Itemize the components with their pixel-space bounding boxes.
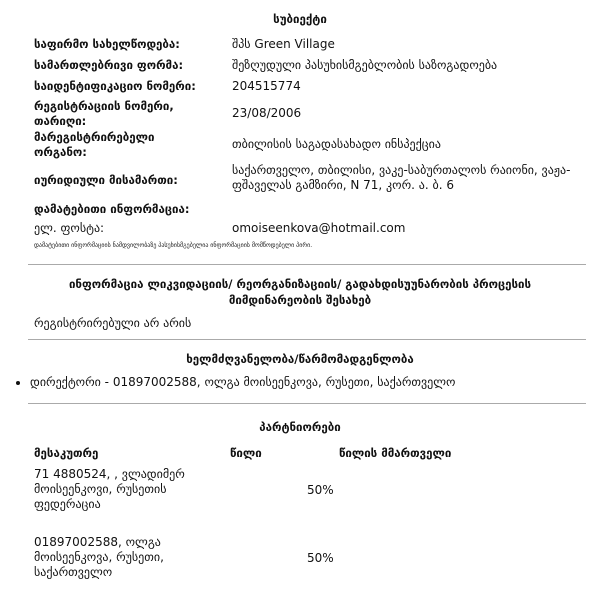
label-company-name: საფირმო სახელწოდება: [34, 37, 180, 51]
partners-header-manager: წილის მმართველი [339, 446, 452, 460]
divider [28, 339, 586, 340]
partner-row-1-owner: 71 4880524, , ვლადიმერ მოისეენკოვი, რუსეთის ფედერაცია [34, 467, 185, 511]
divider [28, 264, 586, 265]
management-title: ხელმძღვანელობა/წარმომადგენლობა [186, 352, 414, 366]
partner-row-2-owner: 01897002588, ოლგა მოისეენკოვა, რუსეთი, საქართველო [34, 535, 164, 579]
partners-title: პარტნიორები [259, 420, 341, 434]
value-registering-body: თბილისის საგადასახადო ინსპექცია [232, 137, 441, 151]
partners-header-owner: მესაკუთრე [34, 446, 99, 460]
label-legal-form: სამართლებრივი ფორმა: [34, 58, 184, 72]
value-id-number: 204515774 [232, 79, 301, 93]
label-registration: რეგისტრაციის ნომერი, თარიღი: [34, 99, 174, 128]
value-email[interactable]: omoiseenkova@hotmail.com [232, 221, 406, 235]
liquidation-status: რეგისტრირებული არ არის [34, 316, 192, 330]
partner-row-2-share: 50% [307, 551, 334, 565]
value-legal-form: შეზღუდული პასუხისმგებლობის საზოგადოება [232, 58, 498, 72]
label-email: ელ. ფოსტა: [34, 221, 105, 235]
label-registering-body: მარეგისტრირებელი ორგანო: [34, 130, 155, 159]
disclaimer-note: დამატებითი ინფორმაციის ნამდვილობაზე პასუხისმგებელია ინფორმაციის მომწოდებელი პირი. [34, 242, 313, 249]
subject-title: სუბიექტი [273, 12, 327, 26]
management-list [14, 375, 590, 390]
value-company-name: შპს Green Village [232, 37, 335, 51]
label-additional-info: დამატებითი ინფორმაცია: [34, 202, 190, 216]
divider [28, 403, 586, 404]
liquidation-title: ინფორმაცია ლიკვიდაციის/ რეორგანიზაციის/ გადახდისუუნარობის პროცესის მიმდინარეობის შესახებ [68, 277, 532, 307]
list-item: • დირექტორი - 01897002588, ოლგა მოისეენკოვა, რუსეთი, საქართველო [30, 375, 590, 390]
value-legal-address: საქართველო, თბილისი, ვაკე-საბურთალოს რაიონი, ვაჟა-ფშაველას გამზირი, N 71, კორ. ა. ბ. 6 [232, 163, 571, 192]
label-legal-address: იურიდიული მისამართი: [34, 173, 178, 187]
label-id-number: საიდენტიფიკაციო ნომერი: [34, 79, 196, 93]
partner-row-1-share: 50% [307, 483, 334, 497]
value-registration: 23/08/2006 [232, 106, 302, 120]
partners-header-share: წილი [230, 446, 262, 460]
